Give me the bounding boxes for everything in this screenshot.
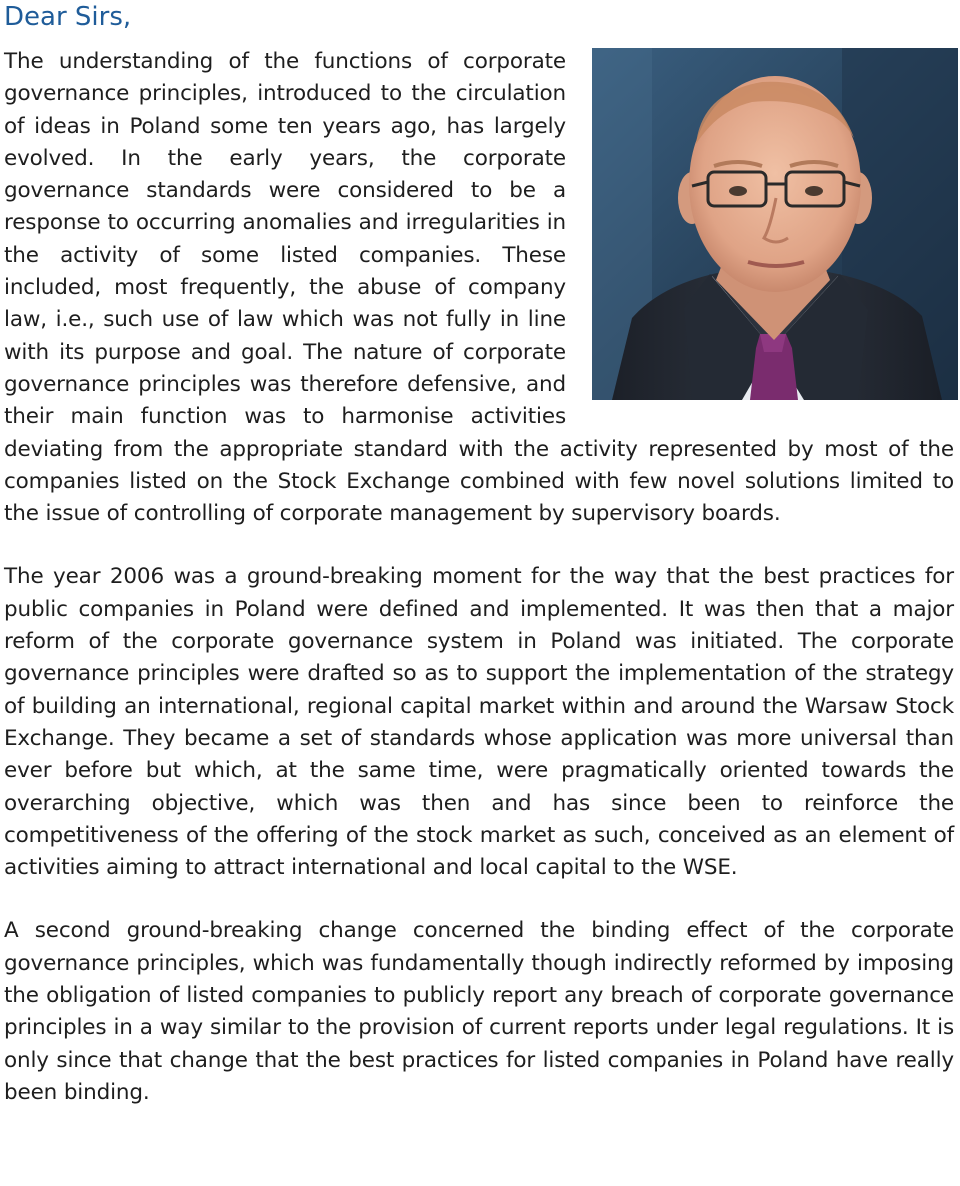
paragraph-3: A second ground-breaking change concerned the binding effect of the corporate governance principles, which was fundamentally though indirectly reformed by imposing the obligation of listed companies to publicly report any breach of corporate governance principles in a way similar to the provision of current reports under legal regulations. It is only since that change that the best practices for listed companies in Poland have really been binding.: [4, 918, 954, 1105]
letter-page: [4, 0, 954, 1109]
portrait-photo: [592, 48, 958, 400]
paragraph-1: [4, 46, 954, 530]
letter-greeting: Dear Sirs,: [4, 2, 132, 32]
paragraph-1-text: The understanding of the functions of corporate governance principles, introduced to the circulation of ideas in Poland some ten years ago, has largely evolved. In the early years, the corporate governance standards were considered to be a response to occurring anomalies and irregularities in the activity of some listed companies. These included, most frequently, the abuse of company law, i.e., such use of law which was not fully in line with its purpose and goal. The nature of corporate governance principles was therefore defensive, and their main function was to harmonise activities deviating from the appropriate standard with the activity represented by most of the companies listed on the Stock Exchange combined with few novel solutions limited to the issue of controlling of corporate management by supervisory boards.: [4, 49, 954, 527]
paragraph-2: The year 2006 was a ground-breaking moment for the way that the best practices for public companies in Poland were defined and implemented. It was then that a major reform of the corporate governance system in Poland was initiated. The corporate governance principles were drafted so as to support the implementation of the strategy of building an international, regional capital market within and around the Warsaw Stock Exchange. They became a set of standards whose application was more universal than ever before but which, at the same time, were pragmatically oriented towards the overarching objective, which was then and has since been to reinforce the competitiveness of the offering of the stock market as such, conceived as an element of activities aiming to attract international and local capital to the WSE.: [4, 564, 954, 881]
